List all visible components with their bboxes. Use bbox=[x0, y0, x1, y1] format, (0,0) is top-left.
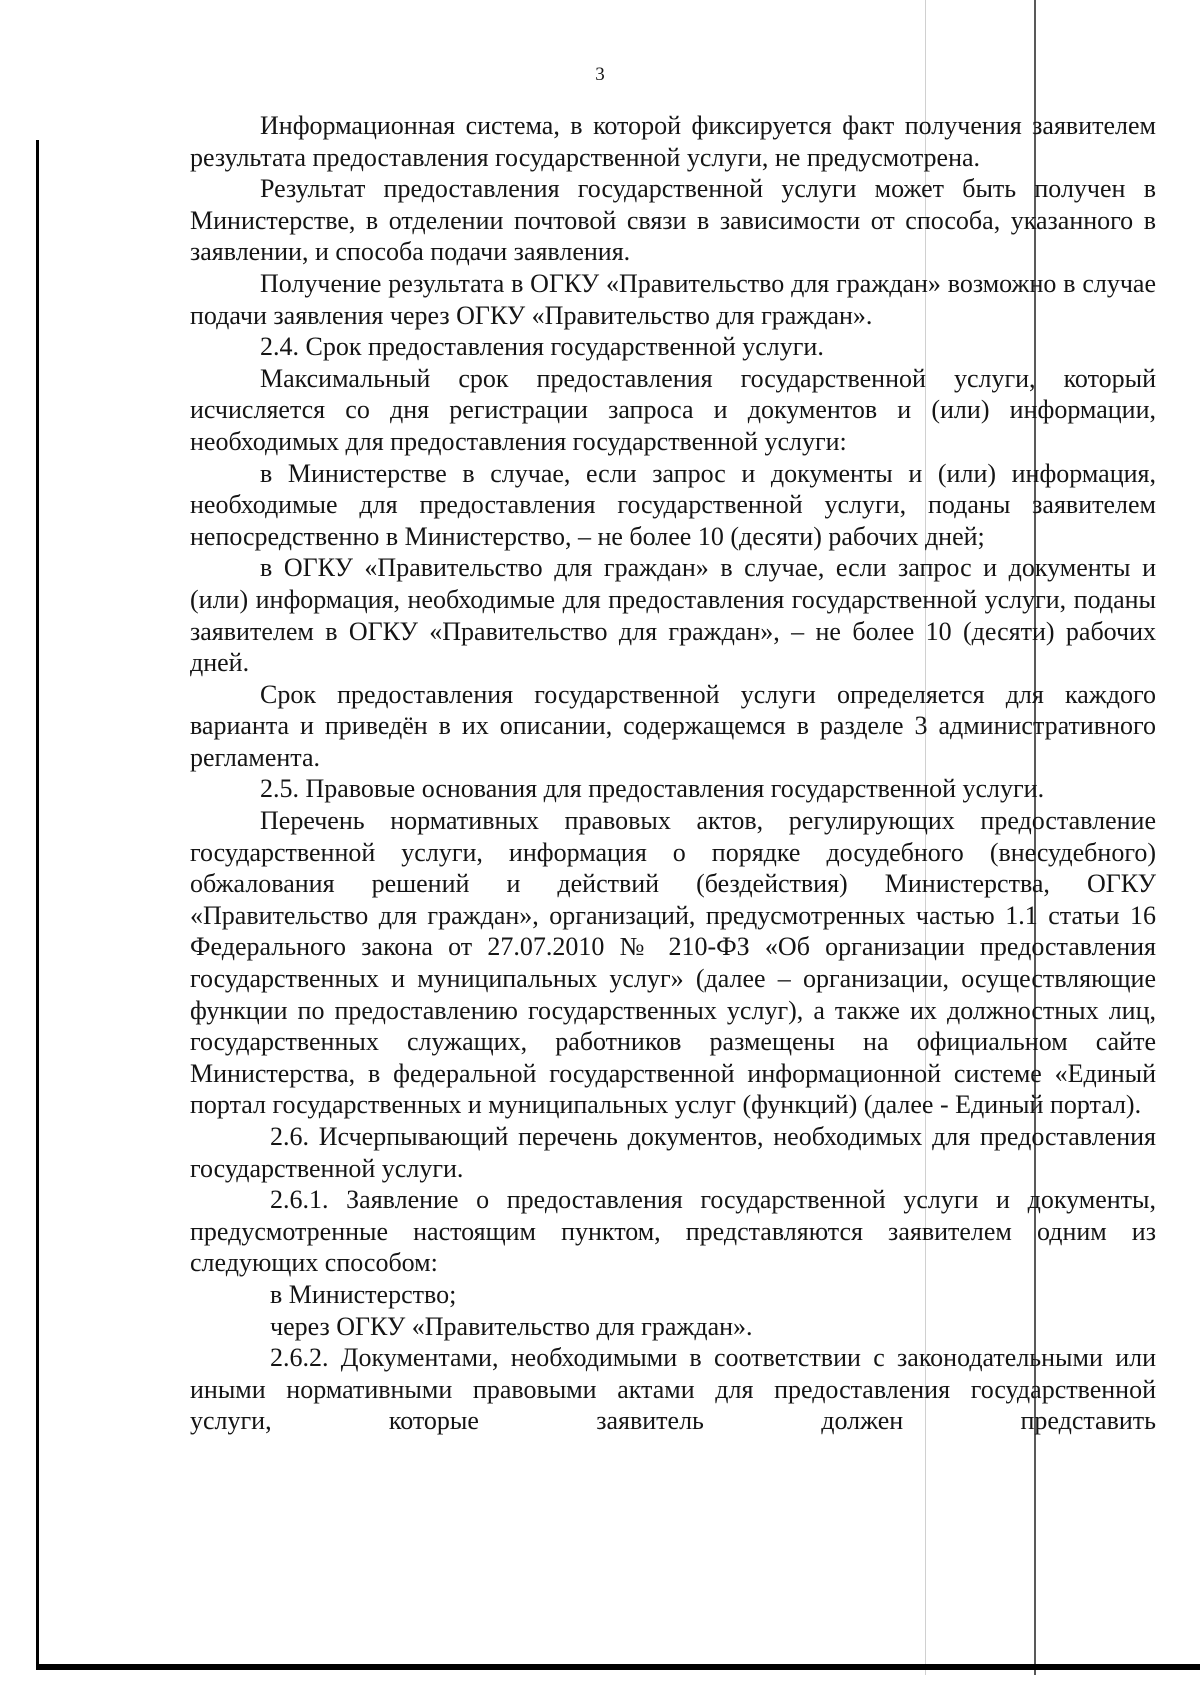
paragraph: 2.6.2. Документами, необходимыми в соответствии с законодательными или иными нормативными правовыми актами для предоставления государственной услуги, которые заявитель должен представить bbox=[190, 1343, 1156, 1436]
paragraph: 2.6.1. Заявление о предоставления государственной услуги и документы, предусмотренные настоящим пунктом, представляются заявителем одним из следующих способом: bbox=[190, 1185, 1156, 1278]
document-body bbox=[190, 110, 1156, 1437]
paragraph: Перечень нормативных правовых актов, регулирующих предоставление государственной услуги, информация о порядке досудебного (внесудебного) обжалования решений и действий (бездействия) Министерства, ОГКУ «Правительство для граждан», организаций, предусмотренных частью 1.1 статьи 16 Федерального закона от 27.07.2010 № 210-ФЗ «Об организации предоставления государственных и муниципальных услуг» (далее – организации, осуществляющие функции по предоставлению государственных услуг), а также их должностных лиц, государственных служащих, работников размещены на официальном сайте Министерства, в федеральной государственной информационной системе «Единый портал государственных и муниципальных услуг (функций) (далее - Единый портал). bbox=[190, 806, 1156, 1120]
paragraph: через ОГКУ «Правительство для граждан». bbox=[270, 1311, 753, 1341]
paragraph: Результат предоставления государственной услуги может быть получен в Министерстве, в отделении почтовой связи в зависимости от способа, указанного в заявлении, и способа подачи заявления. bbox=[190, 174, 1156, 267]
paragraph: Максимальный срок предоставления государственной услуги, который исчисляется со дня регистрации запроса и документов и (или) информации, необходимых для предоставления государственной услуги: bbox=[190, 363, 1156, 456]
paragraph: в Министерстве в случае, если запрос и документы и (или) информация, необходимые для предоставления государственной услуги, поданы заявителем непосредственно в Министерство, – не более 10 (десяти) рабочих дней; bbox=[190, 458, 1156, 551]
scan-left-edge bbox=[36, 140, 39, 1670]
paragraph: в ОГКУ «Правительство для граждан» в случае, если запрос и документы и (или) информация, необходимые для предоставления государственной услуги, поданы заявителем в ОГКУ «Правительство для граждан», – не более 10 (десяти) рабочих дней. bbox=[190, 553, 1156, 678]
page-number: 3 bbox=[595, 64, 605, 85]
paragraph: 2.6. Исчерпывающий перечень документов, необходимых для предоставления государственной услуги. bbox=[190, 1122, 1156, 1183]
paragraph: Срок предоставления государственной услуги определяется для каждого варианта и приведён в их описании, содержащемся в разделе 3 административного регламента. bbox=[190, 679, 1156, 772]
scan-bottom-edge bbox=[36, 1664, 1200, 1670]
paragraph: 2.4. Срок предоставления государственной услуги. bbox=[260, 332, 824, 362]
paragraph: Информационная система, в которой фиксируется факт получения заявителем результата предоставления государственной услуги, не предусмотрена. bbox=[190, 111, 1156, 172]
paragraph: в Министерство; bbox=[270, 1279, 457, 1309]
paragraph: 2.5. Правовые основания для предоставления государственной услуги. bbox=[260, 774, 1045, 804]
paragraph: Получение результата в ОГКУ «Правительство для граждан» возможно в случае подачи заявления через ОГКУ «Правительство для граждан». bbox=[190, 268, 1156, 330]
